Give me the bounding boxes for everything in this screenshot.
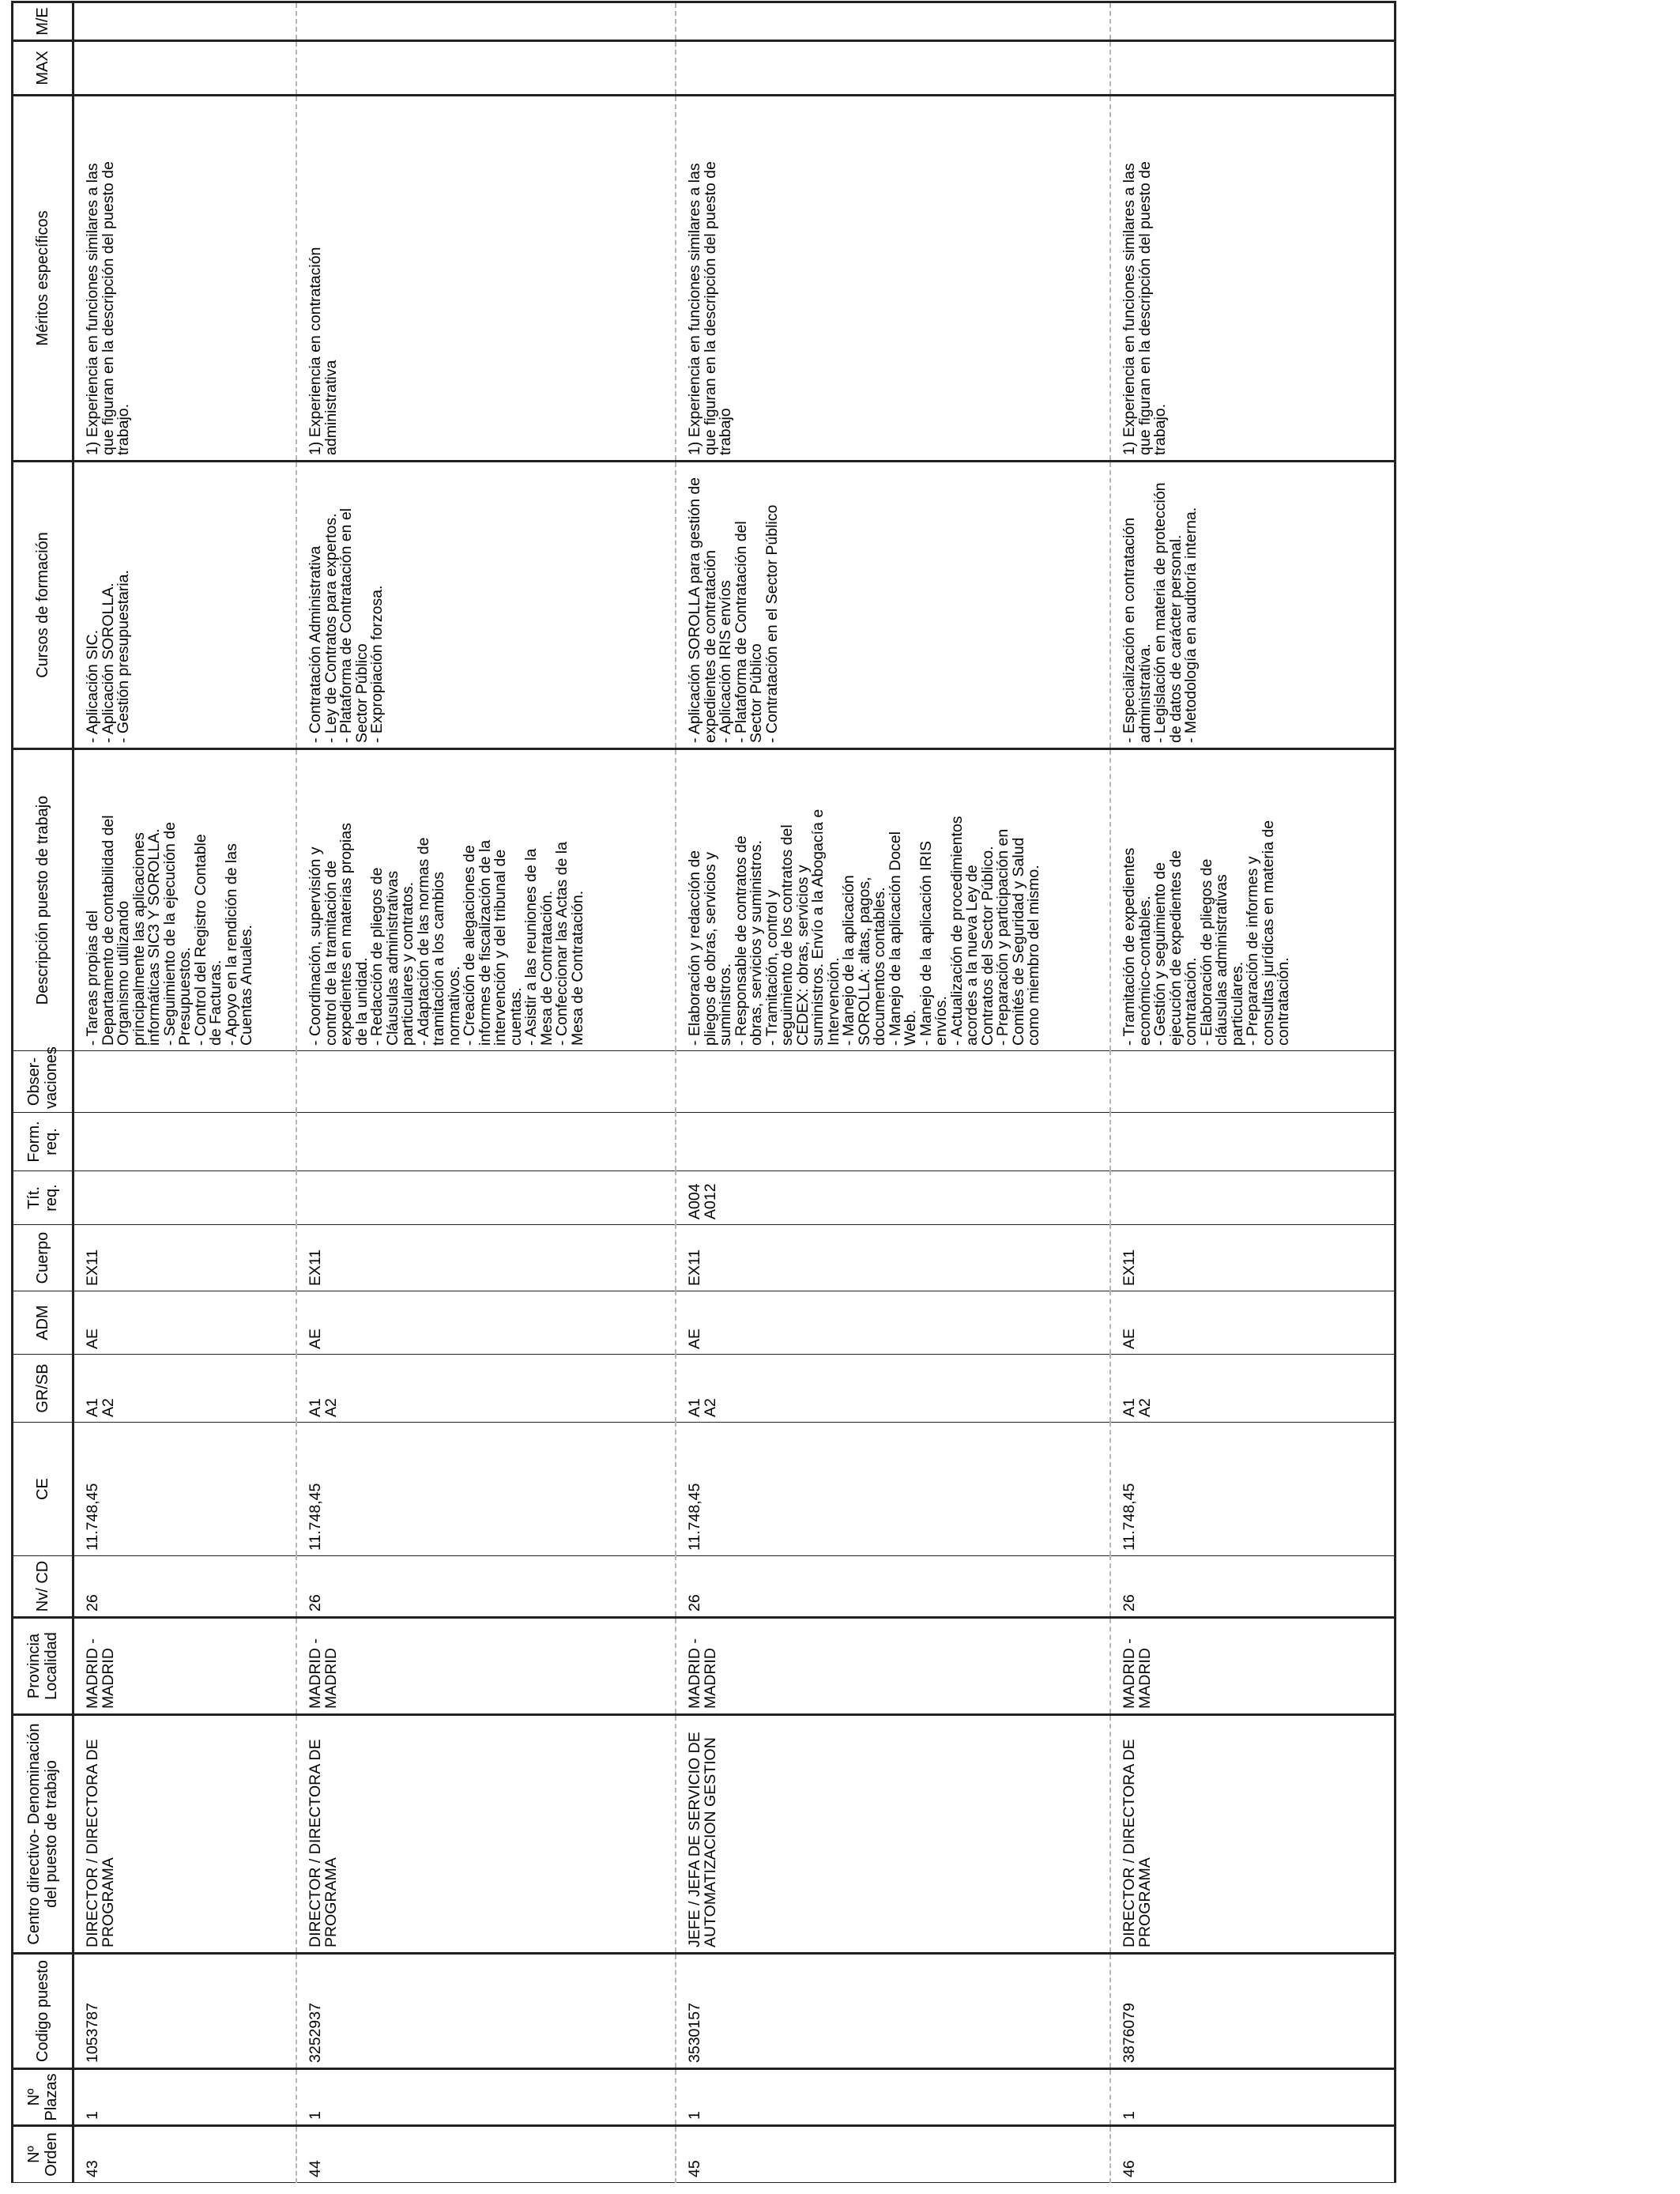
cell-provincia: MADRID - MADRID [296,1618,676,1715]
table-row [73,2,297,2183]
job-positions-table [11,1,1396,2183]
header-formacion: Form. req. [13,1113,73,1171]
header-me: M/E [13,2,73,41]
header-cursos: Cursos de formación [13,462,73,749]
cell-meritos: 1) Experiencia en funciones similares a las que figuran en la descripción del puesto de trabajo. [1110,96,1396,462]
cell-max [296,41,676,96]
cell-cuerpo: EX11 [73,1225,297,1291]
cell-descripcion: - Coordinación, supervisión y control de la tramitación de expedientes en materias propias de la unidad. - Redacción de pliegos de Cláusulas administrativas particulares y contratos. - Adaptación de las normas de tramitación a los cambios normativos. - Creación de alegaciones de informes de fiscalización de la intervención y del tribunal de cuentas. - Asistir a las reuniones de la Mesa de Contratación. - Confeccionar las Actas de la Mesa de Contratación. [296,749,676,1051]
cell-descripcion: - Elaboración y redacción de pliegos de obras, servicios y suministros. - Responsable de contratos de obras, servicios y suministros. - Tramitación, control y seguimiento de los contratos del CEDEX: obras, servicios y suministros. Envío a la Abogacía e Intervención. - Manejo de la aplicación SOROLLA: altas, pagos, documentos contables. - Manejo de la aplicación Docel Web. - Manejo de la aplicación IRIS envíos. - Actualización de procedimientos acordes a la nueva Ley de Contratos del Sector Público. - Preparación y participación en Comités de Seguridad y Salud como miembro del mismo. [676,749,1110,1051]
header-titulacion: Tít. req. [13,1171,73,1225]
cell-observaciones [676,1051,1110,1113]
cell-me [296,2,676,41]
cell-cuerpo: EX11 [296,1225,676,1291]
cell-plazas: 1 [73,2069,297,2126]
cell-observaciones [296,1051,676,1113]
cell-grupo: A1 A2 [676,1355,1110,1423]
header-meritos: Méritos específicos [13,96,73,462]
cell-titulacion [296,1171,676,1225]
table-row [296,2,676,2183]
cell-formacion [296,1113,676,1171]
cell-meritos: 1) Experiencia en funciones similares a las que figuran en la descripción del puesto de trabajo [676,96,1110,462]
cell-codigo: 1053787 [73,1954,297,2069]
cell-plazas: 1 [1110,2069,1396,2126]
cell-plazas: 1 [296,2069,676,2126]
cell-adm: AE [1110,1291,1396,1355]
cell-cursos: - Aplicación SIC. - Aplicación SOROLLA. - Gestión presupuestaria. [73,462,297,749]
cell-codigo: 3530157 [676,1954,1110,2069]
header-grupo: GR/SB [13,1355,73,1423]
cell-observaciones [73,1051,297,1113]
cell-me [676,2,1110,41]
header-descripcion: Descripción puesto de trabajo [13,749,73,1051]
cell-grupo: A1 A2 [73,1355,297,1423]
cell-observaciones [1110,1051,1396,1113]
header-centro: Centro directivo- Denominación del puesto de trabajo [13,1715,73,1954]
table-row [676,2,1110,2183]
header-provincia: Provincia Localidad [13,1618,73,1715]
cell-cuerpo: EX11 [1110,1225,1396,1291]
cell-centro: DIRECTOR / DIRECTORA DE PROGRAMA [73,1715,297,1954]
cell-descripcion: - Tareas propias del Departamento de contabilidad del Organismo utilizando principalmente las aplicaciones informáticas SIC3 Y SOROLLA. - Seguimiento de la ejecución de Presupuestos. - Control del Registro Contable de Facturas. - Apoyo en la rendición de las Cuentas Anuales. [73,749,297,1051]
cell-nivel: 26 [1110,1556,1396,1618]
cell-orden: 45 [676,2126,1110,2183]
table-row [1110,2,1396,2183]
cell-centro: DIRECTOR / DIRECTORA DE PROGRAMA [296,1715,676,1954]
cell-orden: 46 [1110,2126,1396,2183]
cell-provincia: MADRID - MADRID [676,1618,1110,1715]
cell-nivel: 26 [676,1556,1110,1618]
cell-codigo: 3252937 [296,1954,676,2069]
header-adm: ADM [13,1291,73,1355]
cell-cursos: - Aplicación SOROLLA para gestión de expedientes de contratación - Aplicación IRIS envíos - Plataforma de Contratación del Sector Público - Contratación en el Sector Público [676,462,1110,749]
cell-me [1110,2,1396,41]
table-header-row [13,2,73,2183]
cell-adm: AE [73,1291,297,1355]
cell-centro: JEFE / JEFA DE SERVICIO DE AUTOMATIZACION GESTION [676,1715,1110,1954]
cell-provincia: MADRID - MADRID [73,1618,297,1715]
cell-centro: DIRECTOR / DIRECTORA DE PROGRAMA [1110,1715,1396,1954]
header-nivel: Nv/ CD [13,1556,73,1618]
header-observaciones: Obser- vaciones [13,1051,73,1113]
cell-grupo: A1 A2 [1110,1355,1396,1423]
cell-cursos: - Especialización en contratación administrativa. - Legislación en materia de protección de datos de carácter personal. - Metodología en auditoría interna. [1110,462,1396,749]
cell-adm: AE [676,1291,1110,1355]
cell-ce: 11.748,45 [296,1423,676,1556]
header-ce: CE [13,1423,73,1556]
cell-provincia: MADRID - MADRID [1110,1618,1396,1715]
header-orden: Nº Orden [13,2126,73,2183]
cell-formacion [676,1113,1110,1171]
cell-adm: AE [296,1291,676,1355]
cell-ce: 11.748,45 [1110,1423,1396,1556]
cell-plazas: 1 [676,2069,1110,2126]
cell-max [1110,41,1396,96]
cell-formacion [73,1113,297,1171]
cell-meritos: 1) Experiencia en funciones similares a las que figuran en la descripción del puesto de trabajo. [73,96,297,462]
cell-grupo: A1 A2 [296,1355,676,1423]
cell-nivel: 26 [73,1556,297,1618]
cell-me [73,2,297,41]
cell-orden: 43 [73,2126,297,2183]
cell-max [73,41,297,96]
cell-descripcion: - Tramitación de expedientes económico-contables. - Gestión y seguimiento de ejecución de expedientes de contratación. - Elaboración de pliegos de cláusulas administrativas particulares. - Preparación de informes y consultas jurídicas en materia de contratación. [1110,749,1396,1051]
header-cuerpo: Cuerpo [13,1225,73,1291]
cell-titulacion [73,1171,297,1225]
cell-orden: 44 [296,2126,676,2183]
cell-ce: 11.748,45 [73,1423,297,1556]
cell-cuerpo: EX11 [676,1225,1110,1291]
cell-max [676,41,1110,96]
cell-codigo: 3876079 [1110,1954,1396,2069]
cell-cursos: - Contratación Administrativa - Ley de Contratos para expertos. - Plataforma de Contratación en el Sector Público - Expropiación forzosa. [296,462,676,749]
cell-titulacion [1110,1171,1396,1225]
cell-titulacion: A004 A012 [676,1171,1110,1225]
cell-formacion [1110,1113,1396,1171]
header-codigo: Codigo puesto [13,1954,73,2069]
header-plazas: Nº Plazas [13,2069,73,2126]
cell-nivel: 26 [296,1556,676,1618]
cell-ce: 11.748,45 [676,1423,1110,1556]
cell-meritos: 1) Experiencia en contratación administrativa [296,96,676,462]
header-max: MAX [13,41,73,96]
